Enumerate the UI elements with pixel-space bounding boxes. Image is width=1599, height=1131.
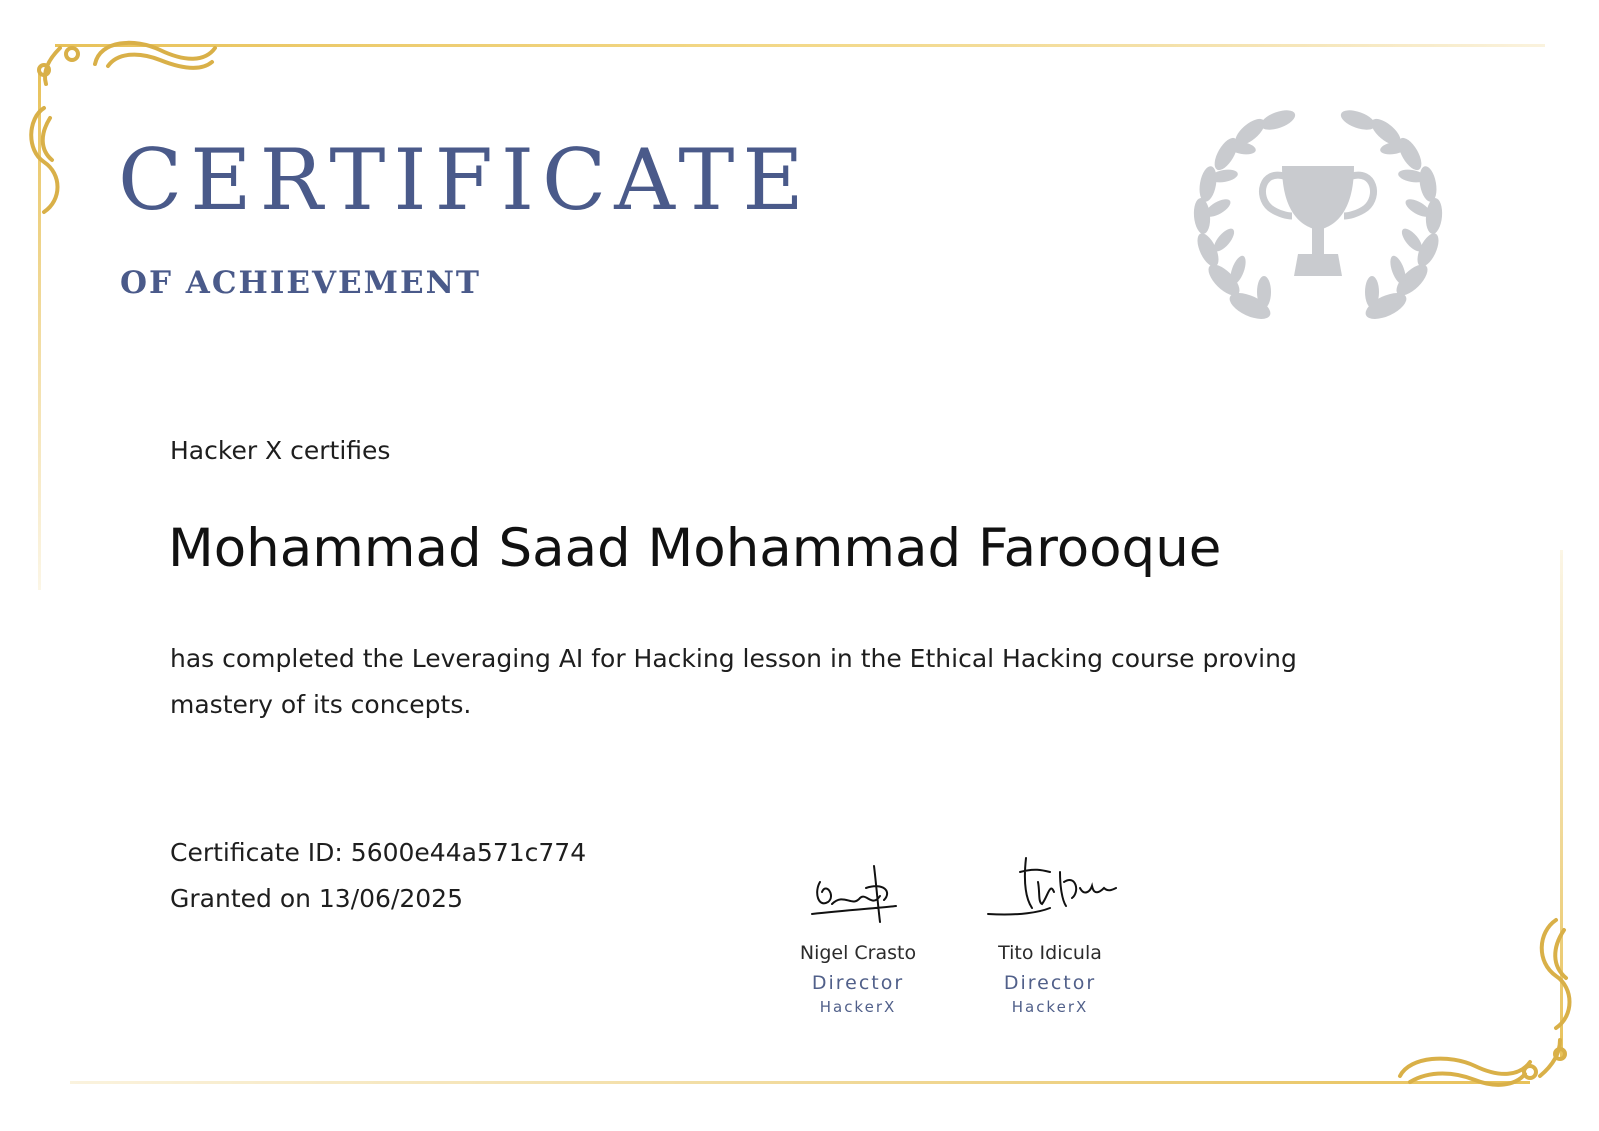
signatory-title: Director [1003, 972, 1097, 994]
certificate-title: CERTIFICATE [118, 131, 812, 229]
certificate-id: Certificate ID: 5600e44a571c774 [170, 838, 587, 867]
trophy-laurel-icon [1178, 104, 1458, 344]
corner-flourish-bottom-right [1400, 920, 1570, 1085]
signatory-block [950, 852, 1150, 1016]
achievement-description: has completed the Leveraging AI for Hacking lesson in the Ethical Hacking course proving mastery of its concepts. [170, 644, 1297, 719]
signatory-org: HackerX [819, 998, 897, 1016]
signature-image [788, 852, 928, 932]
certificate-meta [170, 830, 586, 922]
signature-image [980, 852, 1120, 932]
signatory-name: Nigel Crasto [799, 942, 917, 964]
recipient-name: Mohammad Saad Mohammad Farooque [168, 518, 1222, 579]
signatory-org: HackerX [1011, 998, 1089, 1016]
signatory-block [758, 852, 958, 1016]
certificate-subtitle: OF ACHIEVEMENT [120, 265, 481, 301]
signatory-name: Tito Idicula [998, 942, 1102, 964]
granted-date: Granted on 13/06/2025 [170, 884, 463, 913]
issuer-statement: Hacker X certifies [170, 436, 391, 465]
signatory-title: Director [811, 972, 905, 994]
